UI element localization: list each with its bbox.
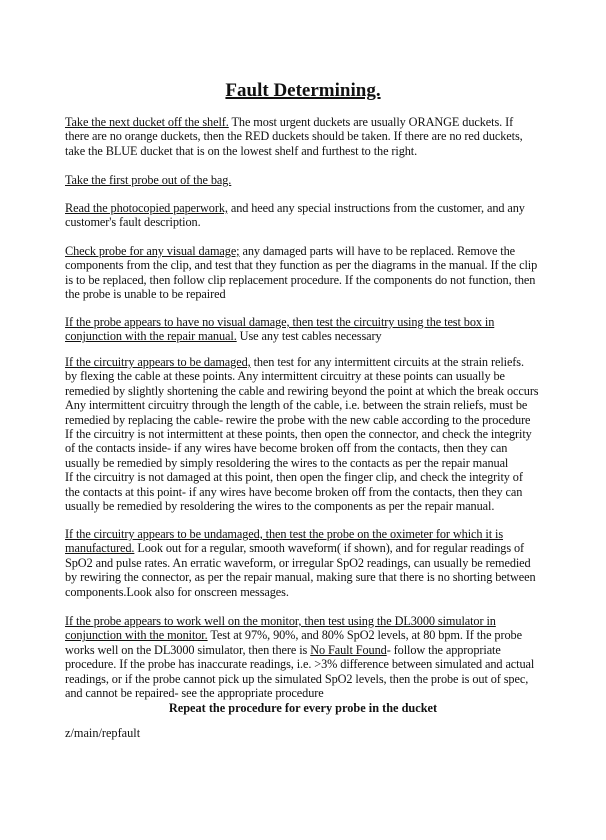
underlined-text: Take the first probe out of the bag. — [65, 173, 232, 187]
text-segment: Any intermittent circuitry through the length of the cable, i.e. between the strain reliefs, must be — [65, 398, 528, 413]
text-segment: there are no orange duckets, then the RED duckets should be taken. If there are no red duckets, — [65, 129, 523, 144]
paragraph-1-line — [65, 129, 523, 143]
text-segment: usually be remedied by resoldering the wires to the components as per the repair manual. — [65, 499, 495, 513]
paragraph-4-line — [65, 273, 535, 287]
paragraph-8-line — [65, 686, 324, 700]
text-segment: If the circuitry is not intermittent at these points, then open the connector, and check the integrity — [65, 427, 532, 441]
text-segment: Use any test cables necessary — [236, 329, 382, 344]
text-segment: the probe is unable to be repaired — [65, 287, 226, 302]
text-segment: by flexing the cable at these points. Any intermittent circuitry at these points can usually be — [65, 369, 505, 384]
text-segment: The most urgent duckets are usually ORANGE duckets. If — [228, 115, 514, 129]
underlined-text: Take the next ducket off the shelf. — [65, 115, 229, 129]
underlined-text: No Fault Found — [310, 642, 387, 657]
closing-instruction: Repeat the procedure for every probe in the ducket — [168, 701, 438, 715]
text-segment: procedure. If the probe has inaccurate readings, i.e. >3% difference between simulated and actual — [65, 657, 535, 672]
paragraph-4-line — [65, 244, 515, 258]
text-segment: by rewiring the connector, as per the repair manual, making sure that there is no shorting between — [65, 570, 536, 585]
paragraph-3-line — [65, 215, 201, 229]
underlined-text: If the circuitry appears to be undamaged, then test the probe on the oximeter for which it is — [65, 527, 504, 541]
text-segment: SpO2 and pulse rates. An erratic waveform, or irregular SpO2 readings, can usually be remedied — [65, 555, 531, 570]
text-segment: components.Look also for onscreen messages. — [65, 584, 289, 599]
paragraph-4-line — [65, 287, 226, 301]
paragraph-7-line — [65, 556, 531, 570]
paragraph-7-line — [65, 527, 503, 541]
paragraph-6-line — [65, 413, 530, 427]
text-segment: components from the clip, and test that they function as per the diagrams in the manual. If the clip — [65, 258, 538, 273]
text-segment: then test for any intermittent circuits at the strain reliefs. — [250, 355, 524, 369]
paragraph-7-line — [65, 570, 536, 584]
text-segment: is to be replaced, then follow clip replacement procedure. If the components do not function, then — [65, 272, 536, 287]
underlined-text: conjunction with the repair manual. — [65, 329, 237, 344]
text-segment: remedied by slightly shortening the cable and rewiring beyond the point at which the break occurs — [65, 383, 539, 398]
paragraph-1-line — [65, 144, 417, 158]
paragraph-6-line — [65, 456, 508, 470]
text-segment: Look out for a regular, smooth waveform( if shown), and for regular readings of — [134, 541, 525, 556]
paragraph-2-line — [65, 173, 231, 187]
paragraph-6-line — [65, 427, 532, 441]
text-segment: If the circuitry is not damaged at this point, then open the finger clip, and check the integrity of — [65, 470, 523, 485]
text-segment: any damaged parts will have to be replaced. Remove the — [239, 244, 516, 258]
underlined-text: conjunction with the monitor. — [65, 628, 208, 643]
paragraph-6-line — [65, 470, 523, 484]
paragraph-6-line — [65, 499, 494, 513]
text-segment: Test at 97%, 90%, and 80% SpO2 levels, at 80 bpm. If the probe — [207, 628, 522, 643]
page-title: Fault Determining. — [225, 80, 381, 101]
text-segment: - follow the appropriate — [386, 642, 501, 657]
paragraph-6-line — [65, 485, 522, 499]
paragraph-1-line — [65, 115, 513, 129]
paragraph-5-line — [65, 315, 494, 329]
paragraph-8-line — [65, 643, 501, 657]
text-segment: customer's fault description. — [65, 215, 201, 230]
text-segment: and heed any special instructions from the customer, and any — [227, 201, 525, 215]
paragraph-8-line — [65, 628, 522, 642]
text-segment: and cannot be repaired- see the appropriate procedure — [65, 686, 324, 700]
text-segment: usually be remedied by simply resoldering the wires to the contacts as per the repair manual — [65, 455, 509, 470]
text-segment: remedied by replacing the cable- rewire the probe with the new cable according to the procedure — [65, 412, 531, 427]
underlined-text: Read the photocopied paperwork, — [65, 201, 228, 215]
text-segment: take the BLUE ducket that is on the lowest shelf and furthest to the right. — [65, 143, 418, 158]
paragraph-7-line — [65, 585, 289, 599]
paragraph-8-line — [65, 657, 534, 671]
paragraph-6-line — [65, 355, 524, 369]
paragraph-6-line — [65, 441, 507, 455]
paragraph-5-line — [65, 329, 382, 343]
paragraph-7-line — [65, 541, 524, 555]
paragraph-8-line — [65, 672, 528, 686]
underlined-text: If the probe appears to work well on the monitor, then test using the DL3000 simulator in — [65, 614, 496, 628]
paragraph-6-line — [65, 369, 505, 383]
underlined-text: Check probe for any visual damage; — [65, 244, 240, 258]
file-path-footer: z/main/repfault — [65, 726, 141, 740]
underlined-text: If the probe appears to have no visual damage, then test the circuitry using the test box in — [65, 315, 495, 329]
paragraph-3-line — [65, 201, 525, 215]
text-segment: readings, or if the probe cannot pick up the simulated SpO2 levels, then the probe is out of spec, — [65, 671, 529, 686]
text-segment: works well on the DL3000 simulator, then there is — [65, 642, 311, 657]
underlined-text: If the circuitry appears to be damaged, — [65, 355, 251, 369]
underlined-text: manufactured. — [65, 541, 135, 556]
paragraph-6-line — [65, 398, 527, 412]
paragraph-6-line — [65, 384, 539, 398]
text-segment: the contacts at this point- if any wires have become broken off from the contacts, then they can — [65, 484, 523, 499]
paragraph-8-line — [65, 614, 496, 628]
text-segment: of the contacts inside- if any wires have become broken off from the contacts, then they can — [65, 441, 508, 456]
paragraph-4-line — [65, 258, 537, 272]
